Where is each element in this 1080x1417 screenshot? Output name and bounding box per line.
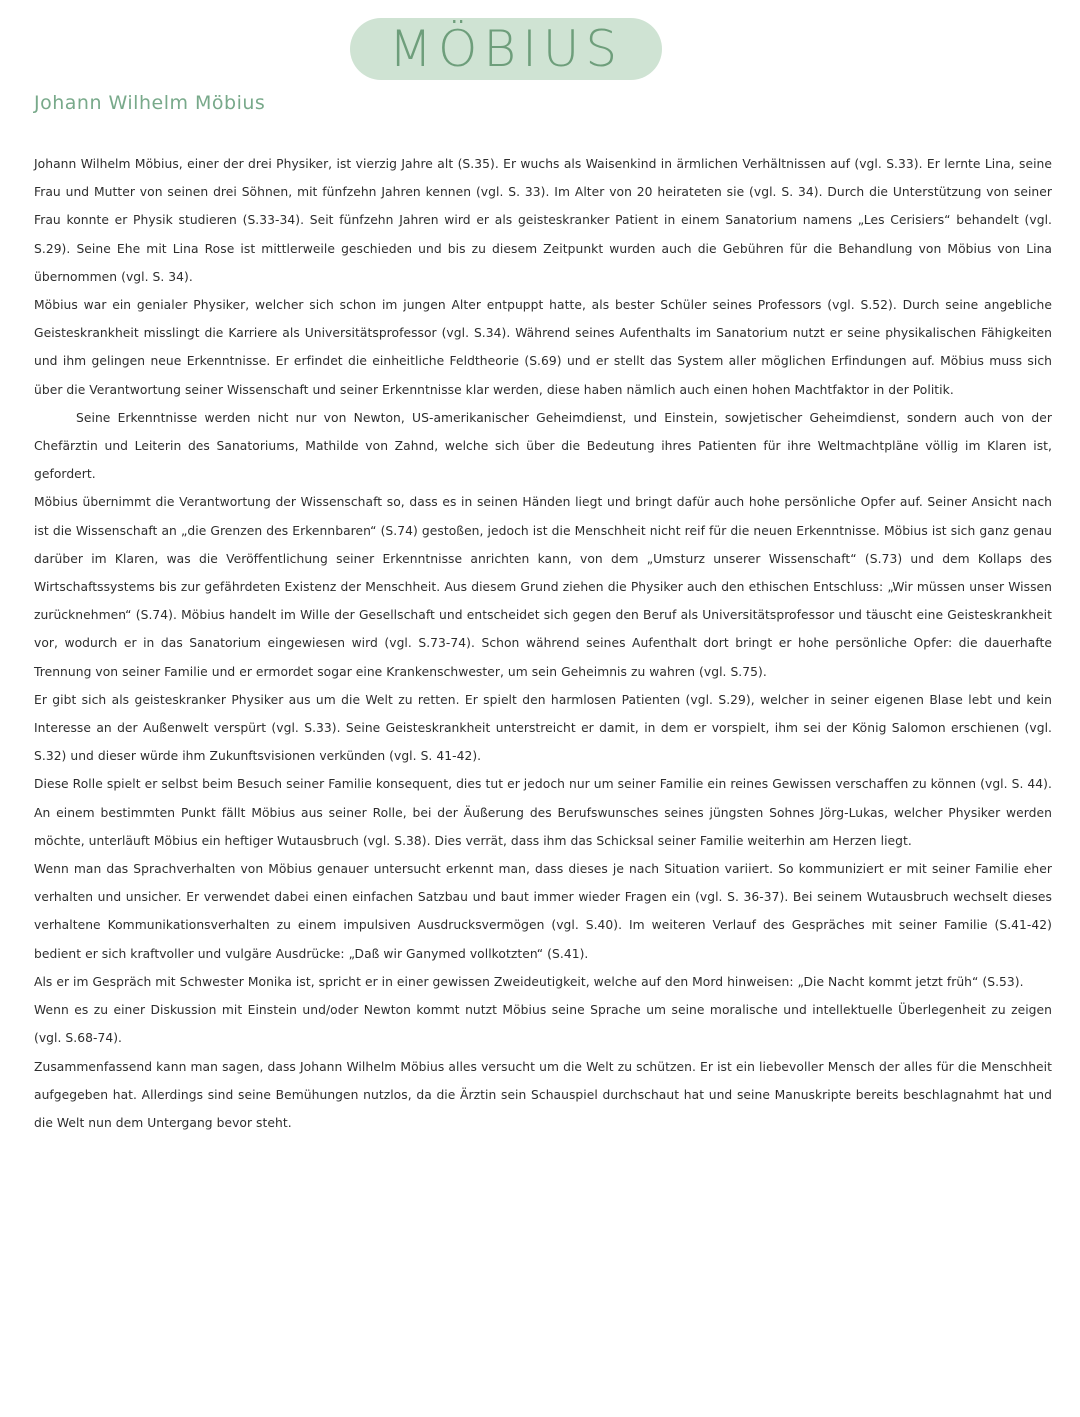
paragraph-role: Er gibt sich als geisteskranker Physiker aus um die Welt zu retten. Er spielt den harmlosen Patienten (vgl. S.29), welcher in seiner eigenen Blase lebt und kein Interesse an der Außenwelt verspürt (vgl. S.33). Seine Geisteskrankheit unterstreicht er damit, in dem er vorspielt, ihm sei der König Salomon erschienen (vgl. S.32) und dieser würde ihm Zukunftsvisionen verkünden (vgl. S. 41-42). — [34, 692, 1052, 764]
title-badge — [350, 18, 662, 80]
body-text — [34, 150, 1052, 1137]
paragraph-monika: Als er im Gespräch mit Schwester Monika ist, spricht er in einer gewissen Zweideutigkeit, welche auf den Mord hinweisen: „Die Nacht kommt jetzt früh“ (S.53). — [34, 974, 1024, 989]
paragraph-summary: Zusammenfassend kann man sagen, dass Johann Wilhelm Möbius alles versucht um die Welt zu schützen. Er ist ein liebevoller Mensch der alles für die Menschheit aufgegeben hat. Allerdings sind seine Bemühungen nutzlos, da die Ärztin sein Schauspiel durchschaut hat und seine Manuskripte bereits beschlagnahmt hat und die Welt nun dem Untergang bevor steht. — [34, 1059, 1052, 1130]
section-subtitle: Johann Wilhelm Möbius — [34, 92, 266, 114]
paragraph-genius: Möbius war ein genialer Physiker, welcher sich schon im jungen Alter entpuppt hatte, als bester Schüler seines Professors (vgl. S.52). Durch seine angebliche Geisteskrankheit misslingt die Karriere als Universitätsprofessor (vgl. S.34). Während seines Aufenthalts im Sanatorium nutzt er seine physikalischen Fähigkeiten und ihm gelingen neue Erkenntnisse. Er erfindet die einheitliche Feldtheorie (S.69) und er stellt das System aller möglichen Erfindungen auf. Möbius muss sich über die Verantwortung seiner Wissenschaft und seiner Erkenntnisse klar werden, diese haben nämlich auch einen hohen Machtfaktor in der Politik. — [34, 298, 1052, 397]
paragraph-language: Wenn man das Sprachverhalten von Möbius genauer untersucht erkennt man, dass dieses je nach Situation variiert. So kommuniziert er mit seiner Familie eher verhalten und unsicher. Er verwendet dabei einen einfachen Satzbau und baut immer wieder Fragen ein (vgl. S. 36-37). Bei seinem Wutausbruch wechselt dieses verhaltene Kommunikationsverhalten zu einem impulsiven Ausdrucksvermögen (vgl. S.40). Im weiteren Verlauf des Gespräches mit seiner Familie (S.41-42) bedient er sich kraftvoller und vulgäre Ausdrücke: „Daß wir Ganymed vollkotzten“ (S.41). — [34, 862, 1052, 961]
paragraph-demands: Seine Erkenntnisse werden nicht nur von Newton, US-amerikanischer Geheimdienst, und Einstein, sowjetischer Geheimdienst, sondern auch von der Chefärztin und Leiterin des Sanatoriums, Mathilde von Zahnd, welche sich über die Bedeutung ihres Patienten für ihre Weltmachtpläne völlig im Klaren ist, gefordert. — [34, 410, 1052, 482]
page-title: MÖBIUS — [388, 20, 624, 78]
paragraph-biography: Johann Wilhelm Möbius, einer der drei Physiker, ist vierzig Jahre alt (S.35). Er wuchs als Waisenkind in ärmlichen Verhältnissen auf (vgl. S.33). Er lernte Lina, seine Frau und Mutter von seinen drei Söhnen, mit fünfzehn Jahren kennen (vgl. S. 33). Im Alter von 20 heirateten sie (vgl. S. 34). Durch die Unterstützung von seiner Frau konnte er Physik studieren (S.33-34). Seit fünfzehn Jahren wird er als geisteskranker Patient in einem Sanatorium namens „Les Cerisiers“ behandelt (vgl. S.29). Seine Ehe mit Lina Rose ist mittlerweile geschieden und bis zu diesem Zeitpunkt wurden auch die Gebühren für die Behandlung von Möbius von Lina übernommen (vgl. S. 34). — [34, 157, 1052, 284]
paragraph-discussion: Wenn es zu einer Diskussion mit Einstein und/oder Newton kommt nutzt Möbius seine Sprache um seine moralische und intellektuelle Überlegenheit zu zeigen (vgl. S.68-74). — [34, 1003, 1052, 1046]
paragraph-responsibility: Möbius übernimmt die Verantwortung der Wissenschaft so, dass es in seinen Händen liegt und bringt dafür auch hohe persönliche Opfer auf. Seiner Ansicht nach ist die Wissenschaft an „die Grenzen des Erkennbaren“ (S.74) gestoßen, jedoch ist die Menschheit nicht reif für die neuen Erkenntnisse. Möbius ist sich ganz genau darüber im Klaren, was die Veröffentlichung seiner Erkenntnisse anrichten kann, von dem „Umsturz unserer Wissenschaft“ (S.73) und dem Kollaps des Wirtschaftssystems bis zur gefährdeten Existenz der Menschheit. Aus diesem Grund ziehen die Physiker auch den ethischen Entschluss: „Wir müssen unser Wissen zurücknehmen“ (S.74). Möbius handelt im Wille der Gesellschaft und entscheidet sich gegen den Beruf als Universitätsprofessor und täuscht eine Geisteskrankheit vor, wodurch er in das Sanatorium eingewiesen wird (vgl. S.73-74). Schon während seines Aufenthalt dort bringt er hohe persönliche Opfer: die dauerhafte Trennung von seiner Familie und er ermordet sogar eine Krankenschwester, um sein Geheimnis zu wahren (vgl. S.75). — [34, 495, 1052, 679]
paragraph-family: Diese Rolle spielt er selbst beim Besuch seiner Familie konsequent, dies tut er jedoch nur um seiner Familie ein reines Gewissen verschaffen zu können (vgl. S. 44). An einem bestimmten Punkt fällt Möbius aus seiner Rolle, bei der Äußerung des Berufswunsches seines jüngsten Sohnes Jörg-Lukas, welcher Physiker werden möchte, unterläuft Möbius ein heftiger Wutausbruch (vgl. S.38). Dies verrät, dass ihm das Schicksal seiner Familie weiterhin am Herzen liegt. — [34, 777, 1052, 848]
